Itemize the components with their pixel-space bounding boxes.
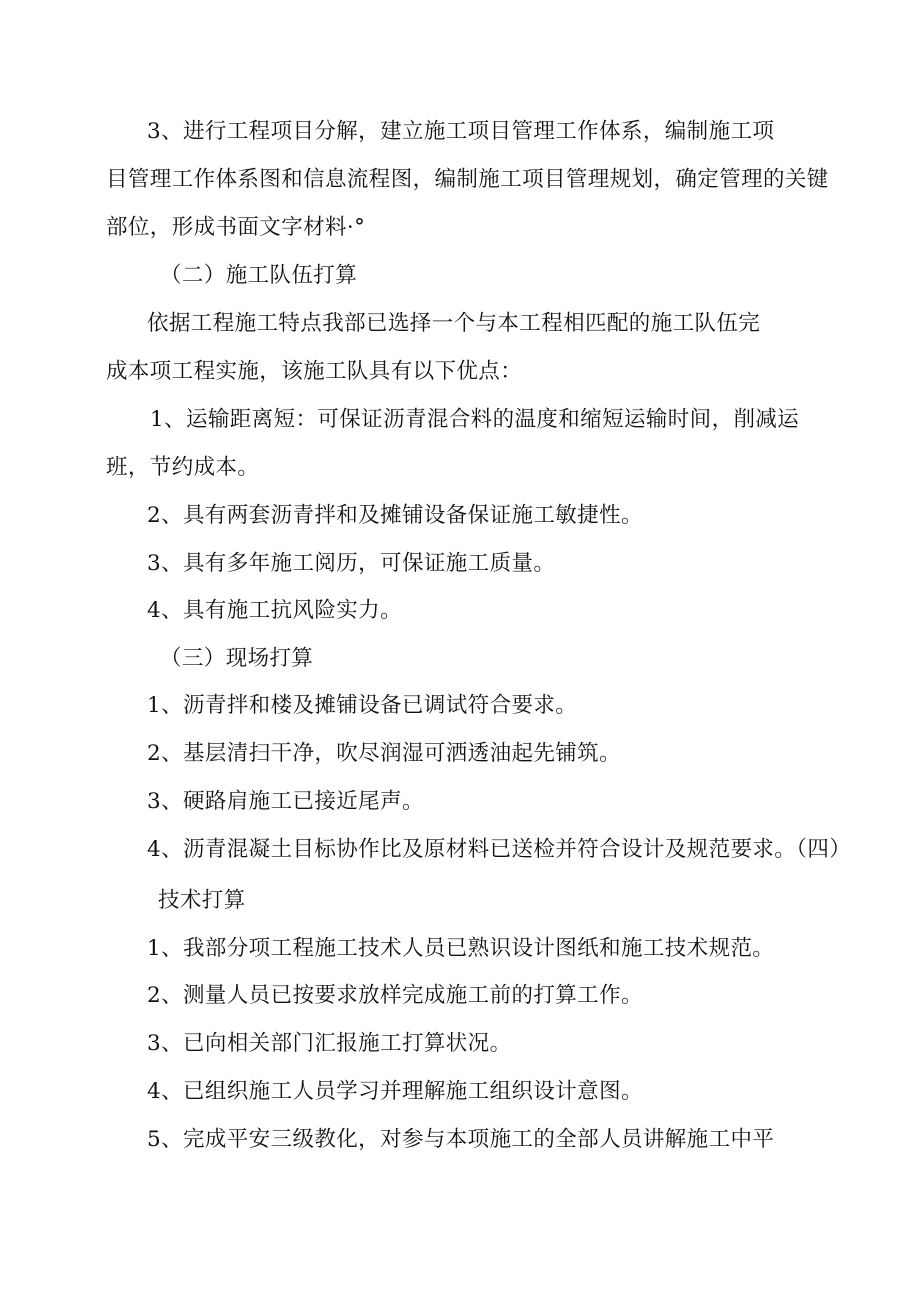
paragraph-line: 班，节约成本。 xyxy=(106,455,260,480)
paragraph-line: 目管理工作体系图和信息流程图，编制施工项目管理规划，确定管理的关键 xyxy=(106,167,829,192)
list-item: 2、具有两套沥青拌和及摊铺设备保证施工敏捷性。 xyxy=(147,503,643,528)
list-item: 2、测量人员已按要求放样完成施工前的打算工作。 xyxy=(147,983,643,1008)
list-item: 3、已向相关部门汇报施工打算状况。 xyxy=(147,1031,512,1056)
paragraph-line: 3、进行工程项目分解，建立施工项目管理工作体系，编制施工项 xyxy=(147,119,775,144)
paragraph-line: 依据工程施工特点我部已选择一个与本工程相匹配的施工队伍完 xyxy=(147,311,761,336)
list-item: 2、基层清扫干净，吹尽润湿可洒透油起先铺筑。 xyxy=(147,741,621,766)
section-heading: （二）施工队伍打算 xyxy=(160,263,358,288)
list-item: 1、沥青拌和楼及摊铺设备已调试符合要求。 xyxy=(147,693,578,718)
section-heading: （三）现场打算 xyxy=(160,646,314,671)
list-item: 3、具有多年施工阅历，可保证施工质量。 xyxy=(147,551,556,576)
list-item: 3、硬路肩施工已接近尾声。 xyxy=(147,789,424,814)
list-item: 5、完成平安三级教化，对参与本项施工的全部人员讲解施工中平 xyxy=(147,1127,775,1152)
list-item: 4、已组织施工人员学习并理解施工组织设计意图。 xyxy=(147,1079,643,1104)
list-item: 1、运输距离短：可保证沥青混合料的温度和缩短运输时间，削减运 xyxy=(150,407,800,432)
section-heading: 技术打算 xyxy=(158,888,246,913)
paragraph-line: 成本项工程实施，该施工队具有以下优点： xyxy=(106,359,523,384)
list-item: 4、具有施工抗风险实力。 xyxy=(147,598,402,623)
list-item: 1、我部分项工程施工技术人员已熟识设计图纸和施工技术规范。 xyxy=(147,936,775,961)
list-item: 4、沥青混凝土目标协作比及原材料已送检并符合设计及规范要求。（四） xyxy=(147,837,852,862)
paragraph-line: 部位，形成书面文字材料·° xyxy=(106,215,366,240)
